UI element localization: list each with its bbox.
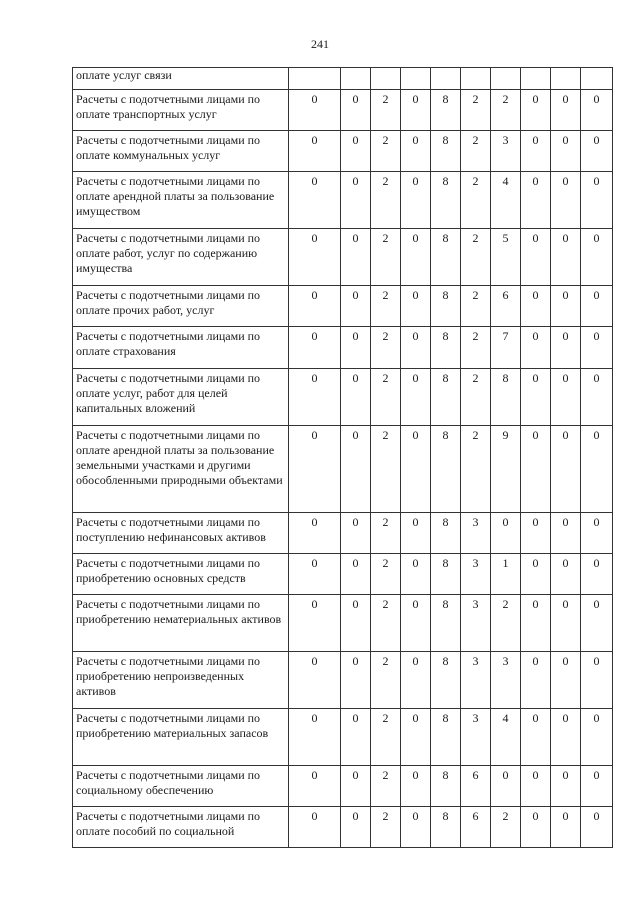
account-code-digit-cell: 0 (551, 807, 581, 848)
table-row (73, 172, 613, 229)
table-row (73, 369, 613, 426)
account-code-digit-cell: 0 (401, 652, 431, 709)
account-code-digit-cell: 0 (581, 131, 613, 172)
account-name-cell: Расчеты с подотчетными лицами по поступлению нефинансовых активов (73, 513, 289, 554)
account-code-digit-cell: 0 (401, 426, 431, 513)
account-name-cell: оплате услуг связи (73, 68, 289, 90)
account-code-digit-cell: 8 (431, 327, 461, 369)
account-code-digit-cell: 0 (401, 229, 431, 286)
account-name-cell: Расчеты с подотчетными лицами по оплате транспортных услуг (73, 90, 289, 131)
account-name-cell: Расчеты с подотчетными лицами по оплате прочих работ, услуг (73, 286, 289, 327)
account-code-digit-cell: 0 (521, 369, 551, 426)
account-code-digit-cell: 2 (371, 513, 401, 554)
account-code-digit-cell: 0 (491, 766, 521, 807)
account-code-digit-cell: 0 (341, 131, 371, 172)
account-code-digit-cell: 0 (521, 513, 551, 554)
account-code-digit-cell: 0 (581, 709, 613, 766)
account-name-cell: Расчеты с подотчетными лицами по оплате коммунальных услуг (73, 131, 289, 172)
account-code-digit-cell: 6 (491, 286, 521, 327)
table-row (73, 709, 613, 766)
account-code-digit-cell: 0 (581, 229, 613, 286)
account-code-digit-cell: 2 (371, 766, 401, 807)
account-name-cell: Расчеты с подотчетными лицами по оплате пособий по социальной (73, 807, 289, 848)
page-number: 241 (311, 37, 329, 51)
account-code-digit-cell: 0 (581, 513, 613, 554)
account-code-digit-cell: 2 (371, 652, 401, 709)
account-code-digit-cell: 8 (431, 652, 461, 709)
account-code-digit-cell: 3 (461, 595, 491, 652)
account-code-digit-cell: 0 (289, 652, 341, 709)
account-code-digit-cell: 5 (491, 229, 521, 286)
account-code-digit-cell: 0 (401, 90, 431, 131)
account-code-digit-cell: 3 (491, 652, 521, 709)
account-code-digit-cell: 2 (371, 554, 401, 595)
account-code-digit-cell: 0 (551, 709, 581, 766)
account-code-digit-cell: 0 (341, 595, 371, 652)
account-code-digit-cell: 0 (341, 229, 371, 286)
account-code-digit-cell: 0 (289, 807, 341, 848)
account-code-digit-cell (581, 68, 613, 90)
account-code-digit-cell: 0 (341, 426, 371, 513)
account-code-digit-cell: 0 (341, 807, 371, 848)
table-row (73, 426, 613, 513)
account-code-digit-cell: 2 (371, 131, 401, 172)
account-codes-table (72, 67, 613, 848)
account-code-digit-cell: 0 (401, 131, 431, 172)
account-code-digit-cell: 0 (581, 426, 613, 513)
account-code-digit-cell: 0 (521, 652, 551, 709)
account-code-digit-cell: 0 (551, 369, 581, 426)
account-code-digit-cell: 0 (341, 766, 371, 807)
account-code-digit-cell: 0 (289, 131, 341, 172)
table-row (73, 766, 613, 807)
account-code-digit-cell: 2 (371, 90, 401, 131)
account-code-digit-cell: 2 (491, 807, 521, 848)
account-code-digit-cell: 6 (461, 766, 491, 807)
account-code-digit-cell: 0 (581, 595, 613, 652)
account-code-digit-cell: 0 (289, 766, 341, 807)
account-name-cell: Расчеты с подотчетными лицами по оплате услуг, работ для целей капитальных вложений (73, 369, 289, 426)
account-code-digit-cell: 2 (371, 807, 401, 848)
account-code-digit-cell: 0 (551, 327, 581, 369)
account-code-digit-cell: 2 (461, 131, 491, 172)
account-code-digit-cell: 0 (491, 513, 521, 554)
account-code-digit-cell: 0 (581, 554, 613, 595)
account-code-digit-cell: 0 (581, 766, 613, 807)
account-code-digit-cell: 0 (401, 807, 431, 848)
account-code-digit-cell: 6 (461, 807, 491, 848)
account-code-digit-cell: 0 (521, 90, 551, 131)
account-code-digit-cell: 0 (521, 426, 551, 513)
account-code-digit-cell (371, 68, 401, 90)
account-code-digit-cell: 0 (289, 709, 341, 766)
account-code-digit-cell: 3 (461, 513, 491, 554)
account-code-digit-cell: 2 (461, 90, 491, 131)
table-body (73, 68, 613, 848)
table-row (73, 131, 613, 172)
account-code-digit-cell: 8 (431, 369, 461, 426)
account-code-digit-cell: 0 (341, 652, 371, 709)
table-row (73, 554, 613, 595)
account-code-digit-cell: 3 (461, 652, 491, 709)
account-code-digit-cell: 0 (551, 172, 581, 229)
account-code-digit-cell: 0 (401, 709, 431, 766)
account-code-digit-cell: 4 (491, 172, 521, 229)
account-code-digit-cell (401, 68, 431, 90)
account-code-digit-cell: 2 (371, 229, 401, 286)
account-code-digit-cell: 0 (551, 286, 581, 327)
account-code-digit-cell: 0 (551, 426, 581, 513)
account-code-digit-cell: 0 (289, 369, 341, 426)
account-code-digit-cell: 0 (521, 807, 551, 848)
account-code-digit-cell: 2 (491, 90, 521, 131)
account-code-digit-cell (431, 68, 461, 90)
account-code-digit-cell: 0 (401, 369, 431, 426)
account-code-digit-cell: 0 (341, 327, 371, 369)
account-code-digit-cell: 0 (401, 554, 431, 595)
account-code-digit-cell: 0 (551, 229, 581, 286)
account-code-digit-cell: 0 (289, 229, 341, 286)
account-code-digit-cell: 0 (521, 709, 551, 766)
account-code-digit-cell: 2 (371, 426, 401, 513)
account-code-digit-cell: 2 (371, 595, 401, 652)
account-code-digit-cell: 0 (341, 172, 371, 229)
account-code-digit-cell: 0 (521, 286, 551, 327)
account-code-digit-cell: 2 (461, 286, 491, 327)
account-code-digit-cell: 0 (551, 513, 581, 554)
account-code-digit-cell: 0 (289, 426, 341, 513)
account-code-digit-cell: 0 (289, 595, 341, 652)
account-code-digit-cell: 0 (551, 131, 581, 172)
account-code-digit-cell: 8 (431, 807, 461, 848)
account-code-digit-cell: 0 (551, 554, 581, 595)
account-code-digit-cell: 8 (431, 554, 461, 595)
account-code-digit-cell: 0 (341, 513, 371, 554)
account-code-digit-cell (491, 68, 521, 90)
account-code-digit-cell (551, 68, 581, 90)
account-code-digit-cell: 8 (431, 90, 461, 131)
account-code-digit-cell: 2 (461, 172, 491, 229)
account-code-digit-cell: 2 (371, 709, 401, 766)
account-code-digit-cell: 8 (431, 513, 461, 554)
account-name-cell: Расчеты с подотчетными лицами по приобретению материальных запасов (73, 709, 289, 766)
account-code-digit-cell: 2 (371, 172, 401, 229)
account-code-digit-cell: 0 (289, 327, 341, 369)
account-code-digit-cell: 2 (371, 327, 401, 369)
account-code-digit-cell: 0 (581, 172, 613, 229)
account-code-digit-cell: 0 (581, 286, 613, 327)
account-code-digit-cell: 8 (431, 426, 461, 513)
account-code-digit-cell: 0 (289, 286, 341, 327)
account-code-digit-cell (341, 68, 371, 90)
account-code-digit-cell: 8 (431, 229, 461, 286)
account-code-digit-cell: 3 (461, 554, 491, 595)
account-code-digit-cell (461, 68, 491, 90)
account-code-digit-cell: 0 (581, 652, 613, 709)
account-code-digit-cell (289, 68, 341, 90)
account-code-digit-cell (521, 68, 551, 90)
account-code-digit-cell: 0 (401, 766, 431, 807)
account-code-digit-cell: 0 (401, 172, 431, 229)
account-code-digit-cell: 0 (551, 90, 581, 131)
account-code-digit-cell: 0 (521, 554, 551, 595)
table-row (73, 229, 613, 286)
account-code-digit-cell: 4 (491, 709, 521, 766)
account-code-digit-cell: 8 (431, 709, 461, 766)
account-code-digit-cell: 8 (491, 369, 521, 426)
account-code-digit-cell: 3 (461, 709, 491, 766)
account-code-digit-cell: 2 (461, 369, 491, 426)
account-code-digit-cell: 9 (491, 426, 521, 513)
account-code-digit-cell: 0 (581, 369, 613, 426)
table-row (73, 513, 613, 554)
account-code-digit-cell: 0 (551, 652, 581, 709)
account-code-digit-cell: 0 (341, 90, 371, 131)
account-code-digit-cell: 8 (431, 286, 461, 327)
account-code-digit-cell: 8 (431, 766, 461, 807)
account-code-digit-cell: 0 (341, 369, 371, 426)
account-code-digit-cell: 0 (341, 554, 371, 595)
account-code-digit-cell: 2 (461, 229, 491, 286)
account-code-digit-cell: 0 (521, 229, 551, 286)
account-code-digit-cell: 2 (491, 595, 521, 652)
account-code-digit-cell: 1 (491, 554, 521, 595)
account-code-digit-cell: 7 (491, 327, 521, 369)
account-code-digit-cell: 0 (289, 513, 341, 554)
account-code-digit-cell: 0 (581, 807, 613, 848)
account-code-digit-cell: 2 (461, 327, 491, 369)
account-code-digit-cell: 0 (521, 766, 551, 807)
account-code-digit-cell: 0 (341, 286, 371, 327)
table-row (73, 327, 613, 369)
account-code-digit-cell: 0 (401, 286, 431, 327)
table-row (73, 807, 613, 848)
account-code-digit-cell: 8 (431, 131, 461, 172)
account-code-digit-cell: 0 (581, 90, 613, 131)
account-code-digit-cell: 0 (521, 172, 551, 229)
account-code-digit-cell: 0 (551, 595, 581, 652)
account-code-digit-cell: 0 (289, 172, 341, 229)
account-code-digit-cell: 2 (371, 369, 401, 426)
account-name-cell: Расчеты с подотчетными лицами по оплате арендной платы за пользование земельными участками и другими обособленными природными объектами (73, 426, 289, 513)
table-row (73, 90, 613, 131)
account-code-digit-cell: 0 (581, 327, 613, 369)
account-name-cell: Расчеты с подотчетными лицами по приобретению непроизведенных активов (73, 652, 289, 709)
table-row (73, 68, 613, 90)
account-code-digit-cell: 0 (521, 595, 551, 652)
account-code-digit-cell: 3 (491, 131, 521, 172)
account-code-digit-cell: 0 (401, 513, 431, 554)
account-name-cell: Расчеты с подотчетными лицами по приобретению основных средств (73, 554, 289, 595)
account-code-digit-cell: 2 (461, 426, 491, 513)
account-code-digit-cell: 0 (401, 595, 431, 652)
account-name-cell: Расчеты с подотчетными лицами по оплате работ, услуг по содержанию имущества (73, 229, 289, 286)
account-name-cell: Расчеты с подотчетными лицами по социальному обеспечению (73, 766, 289, 807)
account-code-digit-cell: 0 (521, 131, 551, 172)
account-name-cell: Расчеты с подотчетными лицами по приобретению нематериальных активов (73, 595, 289, 652)
account-code-digit-cell: 8 (431, 595, 461, 652)
account-code-digit-cell: 0 (551, 766, 581, 807)
account-name-cell: Расчеты с подотчетными лицами по оплате арендной платы за пользование имуществом (73, 172, 289, 229)
account-code-digit-cell: 0 (401, 327, 431, 369)
table-row (73, 652, 613, 709)
account-name-cell: Расчеты с подотчетными лицами по оплате страхования (73, 327, 289, 369)
account-code-digit-cell: 0 (521, 327, 551, 369)
account-code-digit-cell: 0 (341, 709, 371, 766)
account-code-digit-cell: 2 (371, 286, 401, 327)
account-code-digit-cell: 0 (289, 554, 341, 595)
table-row (73, 286, 613, 327)
table-row (73, 595, 613, 652)
account-code-digit-cell: 0 (289, 90, 341, 131)
account-code-digit-cell: 8 (431, 172, 461, 229)
